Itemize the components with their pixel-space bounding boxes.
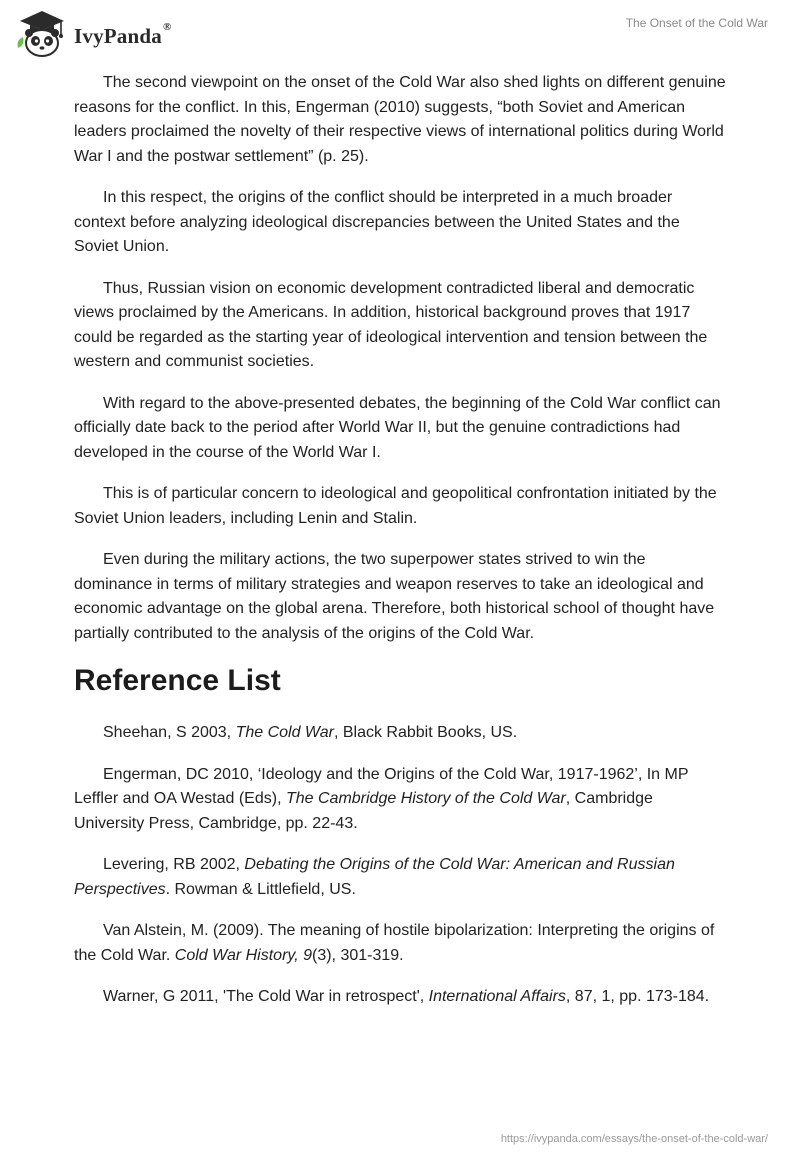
reference-text: Van Alstein, M. (2009). The meaning of hostile bipolarization: Interpreting the origins of the Cold War.	[74, 922, 715, 964]
reference-text: Sheehan, S 2003,	[103, 724, 236, 741]
reference-title: International Affairs	[428, 988, 566, 1005]
reference-item	[74, 985, 726, 1010]
panda-graduate-icon	[14, 8, 70, 58]
reference-text: , Black Rabbit Books, US.	[333, 724, 518, 741]
reference-text: . Rowman & Littlefield, US.	[165, 880, 356, 898]
reference-list-heading: Reference List	[74, 664, 281, 697]
brand-name	[74, 20, 172, 49]
essay-content	[74, 71, 726, 1027]
body-paragraph: The second viewpoint on the onset of the Cold War also shed lights on different genuine reasons for the conflict. In this, Engerman (2010) suggests, “both Soviet and American leaders proclaimed the novelty of their respective views of international politics during World War I and the postwar settlement” (p. 25).	[74, 74, 726, 165]
reference-text: , 87, 1, pp. 173-184.	[565, 988, 710, 1005]
running-title: The Onset of the Cold War	[625, 16, 768, 30]
reference-item	[74, 763, 726, 837]
reference-text: (3), 301-319.	[312, 946, 404, 964]
reference-text: Warner, G 2011, 'The Cold War in retrospect',	[103, 988, 429, 1005]
body-paragraph: Even during the military actions, the two superpower states strived to win the dominance in terms of military strategies and weapon reserves to take an ideological and economic advantage on the global arena. Therefore, both historical school of thought have partially contributed to the analysis of the origins of the Cold War.	[74, 551, 715, 642]
source-url-link[interactable]: https://ivypanda.com/essays/the-onset-of-the-cold-war/	[500, 1133, 768, 1145]
reference-title: The Cold War	[235, 724, 334, 741]
reference-text: , Cambridge University Press, Cambridge, pp. 22-43.	[74, 790, 653, 832]
body-paragraph: Thus, Russian vision on economic development contradicted liberal and democratic views proclaimed by the Americans. In addition, historical background proves that 1917 could be regarded as the starting year of ideological intervention and tension between the western and communist societies.	[74, 279, 708, 370]
registered-mark: ®	[162, 20, 172, 33]
brand-text: IvyPanda	[74, 23, 162, 48]
reference-item	[74, 721, 726, 746]
reference-title: Debating the Origins of the Cold War: American and Russian Perspectives	[74, 856, 675, 898]
body-paragraph: This is of particular concern to ideological and geopolitical confrontation initiated by the Soviet Union leaders, including Lenin and Stalin.	[74, 485, 717, 527]
body-paragraph: In this respect, the origins of the conflict should be interpreted in a much broader context before analyzing ideological discrepancies between the United States and the Soviet Union.	[74, 189, 680, 255]
ivypanda-logo[interactable]	[14, 8, 171, 58]
page-header	[0, 0, 800, 70]
reference-item	[74, 919, 726, 968]
body-paragraph: With regard to the above-presented debates, the beginning of the Cold War conflict can officially date back to the period after World War II, but the genuine contradictions had developed in the course of the World War I.	[74, 394, 721, 461]
reference-text: Levering, RB 2002,	[103, 856, 245, 873]
reference-title: Cold War History, 9	[174, 946, 312, 964]
reference-list	[74, 721, 726, 1010]
reference-item	[74, 853, 726, 902]
reference-title: The Cambridge History of the Cold War	[285, 790, 566, 807]
reference-text: Engerman, DC 2010, ‘Ideology and the Origins of the Cold War, 1917-1962’, In MP Leffler and OA Westad (Eds),	[74, 765, 689, 807]
